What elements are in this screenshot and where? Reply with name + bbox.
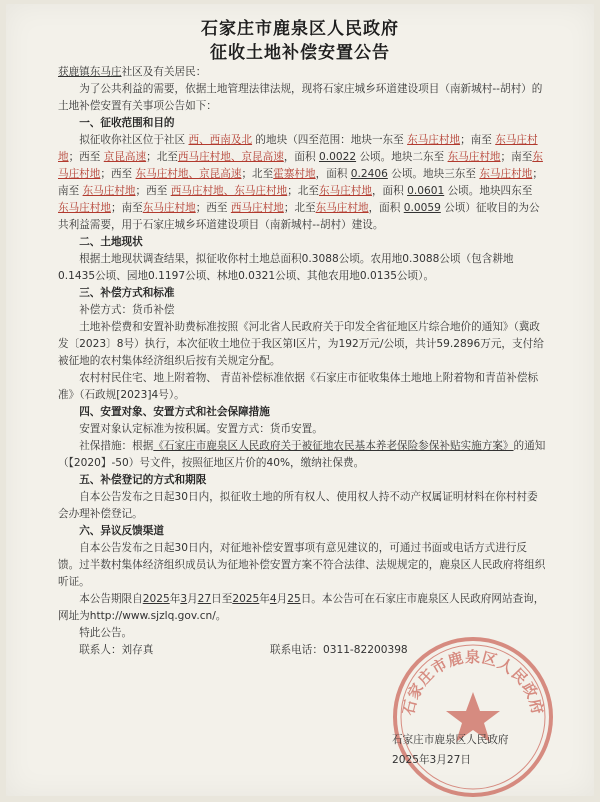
section-2-text: 根据土地现状调查结果，拟征收你村土地总面积0.3088公顷。农用地0.3088公顷（包含耕地0.1435公顷、园地0.1197公顷、林地0.0321公顷、其他农用地0.0135公顷）。 xyxy=(58,253,514,282)
section-5-text: 自本公告发布之日起30日内，拟征收土地的所有权人、使用权人持不动产权属证明材料在你村村委会办理补偿登记。 xyxy=(58,491,538,520)
contact-person: 联系人：刘存真 xyxy=(79,644,154,656)
official-seal-stamp xyxy=(388,632,558,802)
seal-text: 石家庄市鹿泉区人民政府 xyxy=(399,648,547,717)
section-5-heading: 五、补偿登记的方式和期限 xyxy=(79,474,207,486)
section-1-heading: 一、征收范围和目的 xyxy=(79,117,175,129)
signing-organization: 石家庄市鹿泉区人民政府 xyxy=(392,734,509,746)
section-4-paragraph-1: 安置对象认定标准为按积属。安置方式：货币安置。 xyxy=(79,423,323,435)
section-2-heading: 二、土地现状 xyxy=(79,236,143,248)
section-3-paragraph-2: 农村村民住宅、地上附着物、 青苗补偿标准依据《石家庄市征收集体土地地上附着物和青苗补偿标准》（石政规[2023]4号）。 xyxy=(58,372,539,401)
greeting-town: 获鹿镇东马庄 xyxy=(58,66,122,78)
intro-paragraph: 为了公共利益的需要，依据土地管理法律法规，现将石家庄城乡环道建设项目（南新城村--胡村）的土地补偿安置有关事项公告如下： xyxy=(58,83,543,112)
section-6-text: 自本公告发布之日起30日内，对征地补偿安置事项有意见建议的，可通过书面或电话方式进行反馈。过半数村集体经济组织成员认为征地补偿安置方案不符合法律、法规规定的，鹿泉区人民政府将组织听证。 xyxy=(58,542,546,588)
compensation-mode: 补偿方式：货币补偿 xyxy=(79,304,175,316)
notice-period: 本公告期限自2025年3月27日至2025年4月25日。本公告可在石家庄市鹿泉区人民政府网站查询，网址为http://www.sjzlq.gov.cn/。 xyxy=(58,593,545,622)
signing-date: 2025年3月27日 xyxy=(392,754,471,766)
section-3-heading: 三、补偿方式和标准 xyxy=(79,287,175,299)
section-1-text: 拟征收你社区位于社区 西、西南及北 的地块（四至范围：地块一东至 东马庄村地；南至 东马庄村地；西至 京昆高速；北至西马庄村地、京昆高速，面积 0.0022 公顷。地块二东至 东马庄村地；南至东马庄村地；西至 东马庄村地、京昆高速；北至霍寨村地，面积 0.2406 公顷。地块三东至 东马庄村地；南至 东马庄村地；西至 西马庄村地、东马庄村地；北至东马庄村地，面积 0.0601 公顷。地块四东至 东马庄村地；南至东马庄村地；西至 西马庄村地；北至东马庄村地，面积 0.0059 公顷）征收目的为公共利益需要，用于石家庄城乡环道建设项目（南新城村--胡村）建设。 xyxy=(58,134,543,231)
greeting xyxy=(58,64,546,81)
closing-line: 特此公告。 xyxy=(79,627,133,639)
greeting-rest: 社区及有关居民： xyxy=(121,66,207,78)
section-4-heading: 四、安置对象、安置方式和社会保障措施 xyxy=(79,406,270,418)
notice-body xyxy=(58,64,546,659)
document-title: 石家庄市鹿泉区人民政府 xyxy=(201,19,399,39)
document-subtitle: 征收土地补偿安置公告 xyxy=(210,43,390,63)
section-3-paragraph-1: 土地补偿费和安置补助费标准按照《河北省人民政府关于印发全省征地区片综合地价的通知》（冀政发〔2023〕8号）执行，本次征收土地位于我区第Ⅰ区片，为192万元/公顷，共计59.2896万元，支付给被征地的农村集体经济组织后按有关规定分配。 xyxy=(58,321,544,367)
section-4-paragraph-2: 社保措施：根据《石家庄市鹿泉区人民政府关于被征地农民基本养老保险参保补贴实施方案》的通知（【2020】-50）号文件，按照征地区片价的40%，缴纳社保费。 xyxy=(58,440,546,469)
contact-phone: 联系电话：0311-82200398 xyxy=(270,644,408,656)
section-6-heading: 六、异议反馈渠道 xyxy=(79,525,164,537)
